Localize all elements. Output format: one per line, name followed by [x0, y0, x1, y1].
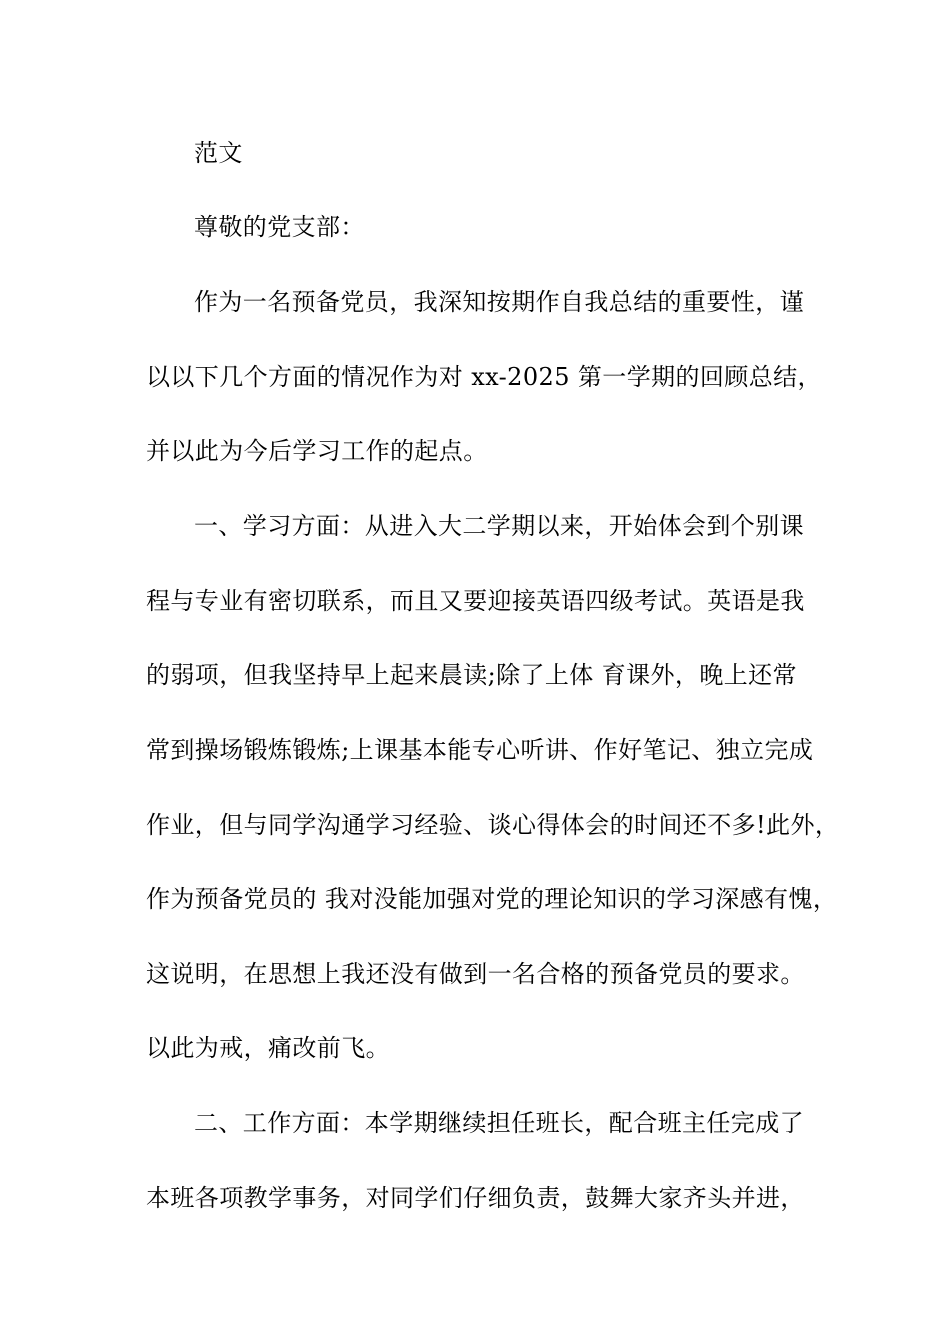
- salutation: 尊敬的党支部：: [194, 213, 365, 241]
- paragraph-line: 程与专业有密切联系，而且又要迎接英语四级考试。英语是我: [146, 587, 805, 615]
- paragraph-line: 并以此为今后学习工作的起点。: [146, 437, 488, 465]
- paragraph-line: 作为预备党员的 我对没能加强对党的理论知识的学习深感有愧，: [146, 885, 838, 913]
- paragraph-line: 这说明，在思想上我还没有做到一名合格的预备党员的要求。: [146, 960, 805, 988]
- paragraph-line: 以此为戒，痛改前飞。: [146, 1034, 390, 1062]
- paragraph-line: 常到操场锻炼锻炼;上课基本能专心听讲、作好笔记、独立完成: [146, 736, 814, 764]
- paragraph-line: 的弱项，但我坚持早上起来晨读;除了上体 育课外，晚上还常: [146, 661, 797, 689]
- paragraph-line: 二、工作方面：本学期继续担任班长，配合班主任完成了: [194, 1109, 804, 1137]
- document-title: 范文: [194, 139, 243, 167]
- paragraph-line: 作业，但与同学沟通学习经验、谈心得体会的时间还不多!此外，: [146, 811, 840, 839]
- paragraph-line: 本班各项教学事务，对同学们仔细负责，鼓舞大家齐头并进，: [146, 1184, 805, 1212]
- paragraph-line: 一、学习方面：从进入大二学期以来，开始体会到个别课: [194, 512, 804, 540]
- paragraph-line: 以以下几个方面的情况作为对 xx-2025 第一学期的回顾总结，: [146, 363, 822, 391]
- paragraph-line: 作为一名预备党员，我深知按期作自我总结的重要性，谨: [194, 288, 804, 316]
